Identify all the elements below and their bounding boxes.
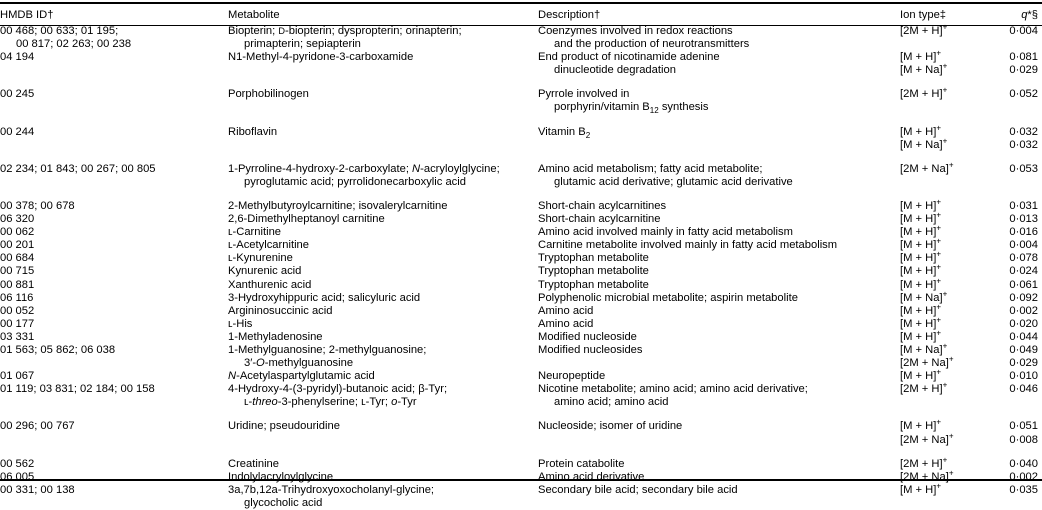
cell-description: Nicotine metabolite; amino acid; amino acid derivative;: [538, 383, 808, 396]
cell-hmdb-id: 00 052: [0, 304, 35, 317]
table-row: [0, 292, 1042, 305]
cell-q-value: 0·053: [1009, 162, 1038, 175]
cell-hmdb-id-cont: [0, 139, 228, 152]
cell-ion-type: [M + H]+: [900, 262, 942, 278]
cell-ion-type: [M + H]+: [900, 328, 942, 343]
table-row-continuation: [0, 357, 1042, 370]
table-row-continuation: [0, 434, 1042, 447]
cell-metabolite-cont: [228, 434, 538, 447]
cell-ion-type-2: [900, 497, 988, 510]
cell-ion-type-2: [2M + Na]+: [900, 354, 954, 370]
cell-description: Neuropeptide: [538, 370, 606, 383]
table-row: [0, 200, 1042, 213]
table-row: [0, 126, 1042, 139]
cell-q-value-2: [988, 176, 1042, 189]
table-row: [0, 471, 1042, 484]
cell-ion-type: [M + H]+: [900, 249, 942, 265]
cell-ion-type: [M + H]+: [900, 315, 942, 330]
cell-q-value: 0·046: [1009, 383, 1038, 396]
cell-description-cont: porphyrin/vitamin $B_{12}$ synthesis: [554, 101, 709, 116]
cell-ion-type: [M + H]+: [900, 48, 942, 64]
table-row: [0, 239, 1042, 252]
cell-hmdb-id: 00 881: [0, 278, 35, 291]
cell-metabolite-cont: [228, 64, 538, 77]
cell-hmdb-id: 04 194: [0, 51, 35, 64]
table-row: [0, 252, 1042, 265]
cell-metabolite: Uridine; pseudouridine: [228, 420, 340, 433]
cell-q-value: 0·078: [1009, 252, 1038, 265]
cell-metabolite: ʟ-Carnitine: [228, 226, 282, 239]
table-row: [0, 226, 1042, 239]
cell-hmdb-id: 00 468; 00 633; 01 195;: [0, 25, 119, 37]
cell-metabolite: 3-Hydroxyhippuric acid; salicyluric acid: [228, 291, 421, 304]
cell-q-value-2: [988, 101, 1042, 114]
cell-q-value: 0·040: [1009, 457, 1038, 470]
cell-ion-type: [M + H]+: [900, 197, 942, 212]
cell-hmdb-id-cont: [0, 101, 228, 114]
cell-ion-type: [M + Na]+: [900, 288, 948, 304]
table-row: [0, 305, 1042, 318]
cell-ion-type: [M + H]+: [900, 367, 942, 383]
table-row: [0, 51, 1042, 64]
cell-description: Amino acid: [538, 317, 594, 330]
cell-ion-type-2: [2M + Na]+: [900, 430, 954, 446]
cell-ion-type: [2M + H]+: [900, 380, 948, 396]
cell-description: Vitamin $B_2$: [538, 125, 591, 140]
cell-ion-type: [2M + Na]+: [900, 160, 954, 175]
cell-metabolite: 1-Pyrroline-4-hydroxy-2-carboxylate; N-acryloylglycine;: [228, 162, 500, 175]
table-row-continuation: [0, 64, 1042, 77]
cell-description: Polyphenolic microbial metabolite; aspirin metabolite: [538, 291, 798, 304]
cell-hmdb-id-cont: [0, 396, 228, 409]
cell-description-cont: [538, 434, 900, 447]
cell-ion-type: [M + H]+: [900, 301, 942, 317]
cell-metabolite: ʟ-His: [228, 317, 253, 330]
cell-ion-type: [M + Na]+: [900, 341, 948, 356]
cell-metabolite: Biopterin; D-biopterin; dyspropterin; orinapterin;: [228, 25, 462, 37]
cell-q-value-2: 0·032: [1009, 138, 1038, 151]
cell-q-value: 0·020: [1009, 317, 1038, 330]
cell-metabolite: Xanthurenic acid: [228, 278, 312, 291]
cell-q-value-2: [988, 396, 1042, 409]
cell-q-value: 0·013: [1009, 213, 1038, 226]
cell-q-value: 0·004: [1009, 25, 1038, 37]
cell-hmdb-id: 00 378; 00 678: [0, 199, 75, 212]
cell-q-value-2: 0·029: [1009, 357, 1038, 370]
cell-hmdb-id-cont: [0, 434, 228, 447]
cell-ion-type-2: [900, 38, 988, 51]
cell-metabolite: 1-Methylguanosine; 2-methylguanosine;: [228, 343, 427, 356]
cell-q-value: 0·016: [1009, 226, 1038, 239]
cell-hmdb-id: 00 331; 00 138: [0, 483, 75, 496]
cell-description-cont: dinucleotide degradation: [554, 64, 676, 77]
cell-q-value-2: [988, 497, 1042, 510]
cell-q-value: 0·052: [1009, 88, 1038, 101]
cell-q-value: 0·002: [1009, 304, 1038, 317]
table-row: [0, 318, 1042, 331]
cell-hmdb-id-cont: [0, 497, 228, 510]
cell-hmdb-id: 00 244: [0, 125, 35, 138]
cell-hmdb-id: 00 062: [0, 226, 35, 239]
cell-description-cont: and the production of neurotransmitters: [554, 38, 750, 51]
cell-ion-type: [M + H]+: [900, 481, 942, 496]
table-row-continuation: [0, 176, 1042, 189]
table-row: [0, 88, 1042, 101]
cell-q-value: 0·032: [1009, 125, 1038, 138]
cell-q-value: 0·051: [1009, 420, 1038, 433]
column-header-metabolite: Metabolite: [228, 9, 280, 21]
cell-hmdb-id: 00 715: [0, 265, 35, 278]
row-spacer: [0, 189, 1042, 200]
cell-hmdb-id-cont: [0, 357, 228, 370]
table-row-continuation: [0, 38, 1042, 51]
cell-hmdb-id: 03 331: [0, 330, 35, 343]
cell-q-value: 0·002: [1009, 470, 1038, 483]
cell-q-value: 0·044: [1009, 330, 1038, 343]
cell-description: Coenzymes involved in redox reactions: [538, 25, 733, 37]
table-row: [0, 265, 1042, 278]
cell-q-value-2: 0·029: [1009, 64, 1038, 77]
cell-metabolite: 4-Hydroxy-4-(3-pyridyl)-butanoic acid; β-Tyr;: [228, 383, 448, 396]
cell-metabolite: Kynurenic acid: [228, 265, 302, 278]
cell-description: Amino acid derivative: [538, 470, 645, 483]
cell-hmdb-id: 00 562: [0, 457, 35, 470]
cell-metabolite-cont: pyroglutamic acid; pyrrolidonecarboxylic acid: [244, 175, 466, 188]
cell-description: Tryptophan metabolite: [538, 265, 649, 278]
table-row: [0, 331, 1042, 344]
cell-metabolite: N-Acetylaspartylglutamic acid: [228, 370, 375, 383]
table-row-continuation: [0, 101, 1042, 114]
cell-description-cont: [538, 357, 900, 370]
table-row: [0, 213, 1042, 226]
cell-metabolite-cont: primapterin; sepiapterin: [244, 38, 361, 51]
cell-metabolite-cont: [228, 139, 538, 152]
cell-description: Nucleoside; isomer of uridine: [538, 420, 683, 433]
cell-hmdb-id: 00 177: [0, 317, 35, 330]
cell-q-value: 0·024: [1009, 265, 1038, 278]
cell-ion-type: [2M + H]+: [900, 22, 948, 37]
table-row: [0, 163, 1042, 176]
cell-ion-type-2: [M + Na]+: [900, 61, 948, 77]
cell-metabolite: Creatinine: [228, 457, 279, 470]
cell-ion-type: [M + H]+: [900, 236, 942, 252]
table-row: [0, 383, 1042, 396]
cell-description: Amino acid metabolism; fatty acid metabolite;: [538, 162, 763, 175]
cell-metabolite: Argininosuccinic acid: [228, 304, 333, 317]
cell-ion-type: [M + H]+: [900, 417, 942, 433]
cell-metabolite: ʟ-Acetylcarnitine: [228, 239, 309, 252]
cell-description: Protein catabolite: [538, 457, 625, 470]
cell-metabolite: 1-Methyladenosine: [228, 330, 323, 343]
cell-q-value: 0·081: [1009, 51, 1038, 64]
cell-hmdb-id-cont: 00 817; 02 263; 00 238: [16, 38, 132, 51]
cell-q-value: 0·061: [1009, 278, 1038, 291]
cell-description-cont: [538, 497, 900, 510]
cell-ion-type-2: [M + Na]+: [900, 135, 948, 151]
cell-description: Modified nucleoside: [538, 330, 637, 343]
cell-description: Carnitine metabolite involved mainly in fatty acid metabolism: [538, 239, 838, 252]
cell-description: Short-chain acylcarnitines: [538, 199, 667, 212]
cell-description: Pyrrole involved in: [538, 88, 630, 101]
cell-hmdb-id: 06 005: [0, 470, 35, 483]
cell-ion-type: [2M + H]+: [900, 454, 948, 470]
cell-hmdb-id: 00 684: [0, 252, 35, 265]
cell-metabolite-cont: ʟ-threo-3-phenylserine; ʟ-Tyr; o-Tyr: [244, 396, 417, 409]
column-header-q-value: q*§: [1021, 9, 1038, 21]
cell-ion-type: [M + H]+: [900, 223, 942, 239]
cell-q-value-2: 0·008: [1009, 433, 1038, 446]
cell-description-cont: amino acid; amino acid: [554, 396, 669, 409]
cell-q-value: 0·092: [1009, 291, 1038, 304]
cell-hmdb-id: 01 563; 05 862; 06 038: [0, 343, 116, 356]
row-spacer: [0, 152, 1042, 163]
cell-hmdb-id-cont: [0, 64, 228, 77]
cell-hmdb-id: 00 296; 00 767: [0, 420, 75, 433]
table-row-continuation: [0, 497, 1042, 510]
cell-metabolite-cont: [228, 101, 538, 114]
table-row: [0, 25, 1042, 38]
cell-description: Amino acid: [538, 304, 594, 317]
cell-ion-type: [M + H]+: [900, 210, 942, 226]
table-row: [0, 458, 1042, 471]
cell-hmdb-id: 00 245: [0, 88, 35, 101]
cell-description: Short-chain acylcarnitine: [538, 213, 661, 226]
cell-metabolite: Porphobilinogen: [228, 88, 309, 101]
table-row-continuation: [0, 139, 1042, 152]
cell-q-value: 0·031: [1009, 199, 1038, 212]
cell-q-value-2: [988, 38, 1042, 51]
cell-metabolite: ʟ-Kynurenine: [228, 252, 293, 265]
cell-metabolite: 2,6-Dimethylheptanoyl carnitine: [228, 213, 385, 226]
cell-metabolite: 3a,7b,12a-Trihydroxyoxocholanyl-glycine;: [228, 483, 435, 496]
cell-ion-type: [M + H]+: [900, 122, 942, 138]
row-spacer: [0, 115, 1042, 126]
cell-ion-type-2: [900, 176, 988, 189]
cell-hmdb-id: 01 067: [0, 370, 35, 383]
cell-hmdb-id: 02 234; 01 843; 00 267; 00 805: [0, 162, 156, 175]
cell-q-value: 0·010: [1009, 370, 1038, 383]
cell-hmdb-id-cont: [0, 176, 228, 189]
cell-metabolite-cont: 3′-O-methylguanosine: [244, 357, 354, 370]
cell-q-value: 0·004: [1009, 239, 1038, 252]
row-spacer: [0, 77, 1042, 88]
cell-description: Tryptophan metabolite: [538, 278, 649, 291]
cell-metabolite: Riboflavin: [228, 125, 278, 138]
cell-hmdb-id: 01 119; 03 831; 02 184; 00 158: [0, 383, 155, 396]
table-row: [0, 484, 1042, 497]
cell-ion-type: [M + H]+: [900, 275, 942, 291]
table-row: [0, 344, 1042, 357]
cell-ion-type-2: [900, 396, 988, 409]
cell-description: Tryptophan metabolite: [538, 252, 649, 265]
cell-description: Amino acid involved mainly in fatty acid metabolism: [538, 226, 793, 239]
cell-hmdb-id: 06 320: [0, 213, 35, 226]
table-row-continuation: [0, 396, 1042, 409]
row-spacer: [0, 447, 1042, 458]
cell-ion-type: [2M + Na]+: [900, 467, 954, 483]
table-row: [0, 279, 1042, 292]
column-header-description: Description†: [538, 9, 601, 21]
header-row: [0, 0, 1042, 25]
cell-description-cont: glutamic acid derivative; glutamic acid derivative: [554, 175, 793, 188]
cell-q-value: 0·035: [1009, 483, 1038, 496]
cell-ion-type: [2M + H]+: [900, 85, 948, 101]
table-header: [0, 0, 1042, 25]
cell-metabolite-cont: glycocholic acid: [244, 496, 323, 509]
cell-q-value: 0·049: [1009, 343, 1038, 356]
cell-description: Secondary bile acid; secondary bile acid: [538, 483, 738, 496]
column-header-ion-type: Ion type‡: [900, 9, 947, 21]
table-row: [0, 420, 1042, 433]
cell-metabolite: N1-Methyl-4-pyridone-3-carboxamide: [228, 51, 414, 64]
cell-description-cont: [538, 139, 900, 152]
cell-hmdb-id: 00 201: [0, 239, 35, 252]
cell-description: Modified nucleosides: [538, 343, 643, 356]
cell-hmdb-id: 06 116: [0, 291, 34, 304]
table-row: [0, 370, 1042, 383]
cell-ion-type-2: [900, 101, 988, 114]
cell-metabolite: Indolylacryloylglycine: [228, 470, 334, 483]
table-body: [0, 22, 1042, 510]
cell-metabolite: 2-Methylbutyroylcarnitine; isovalerylcarnitine: [228, 199, 448, 212]
row-spacer: [0, 409, 1042, 420]
cell-description: End product of nicotinamide adenine: [538, 51, 720, 64]
column-header-hmdb-id: HMDB ID†: [0, 9, 54, 21]
